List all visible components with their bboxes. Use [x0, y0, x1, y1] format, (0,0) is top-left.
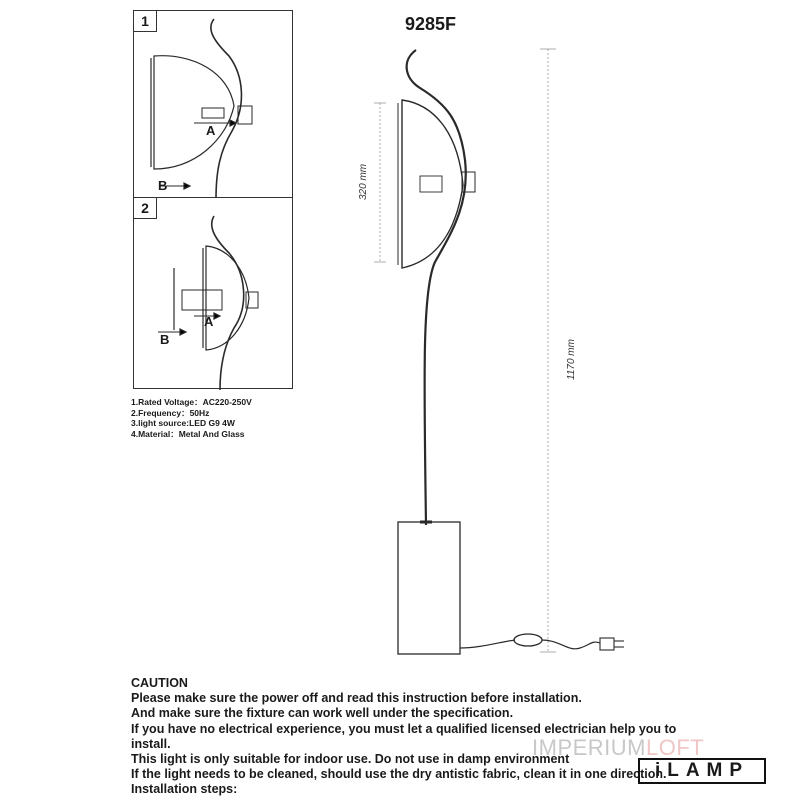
spec-light-source: 3.light source:LED G9 4W — [131, 418, 235, 428]
step-1-label-b: B — [158, 178, 168, 193]
total-height-label: 1170 mm — [566, 339, 577, 380]
shade-height-label: 320 mm — [358, 163, 369, 200]
brand-logo: iLAMP — [638, 758, 766, 784]
spec-voltage: 1.Rated Voltage：AC220-250V — [131, 397, 252, 407]
watermark-part1: IMPERIUM — [532, 735, 646, 760]
step-2-number: 2 — [133, 197, 157, 219]
specifications — [131, 397, 252, 439]
caution-heading: CAUTION — [131, 676, 188, 690]
spec-frequency: 2.Frequency：50Hz — [131, 407, 210, 418]
step-2-label-b: B — [160, 332, 170, 347]
spec-material: 4.Material：Metal And Glass — [131, 428, 245, 439]
step-1-label-a: A — [206, 123, 216, 138]
caution-line: If you have no electrical experience, you must let a qualified licensed electrician help you to install. — [131, 721, 677, 751]
step-1-panel — [133, 10, 293, 198]
step-1-drawing — [134, 11, 294, 199]
watermark-part2: LOFT — [646, 735, 705, 760]
caution-line: And make sure the fixture can work well under the specification. — [131, 706, 514, 721]
caution-line: Installation steps: — [131, 782, 238, 797]
model-number: 9285F — [405, 14, 457, 34]
step-2-drawing — [134, 198, 294, 390]
step-2-panel — [133, 197, 293, 389]
caution-line: This light is only suitable for indoor use. Do not use in damp environment — [131, 752, 570, 767]
caution-line: If the light needs to be cleaned, should use the dry antistic fabric, clean it in one direction. — [131, 767, 667, 782]
step-1-number: 1 — [133, 10, 157, 32]
step-2-label-a: A — [204, 314, 214, 329]
caution-line: Please make sure the power off and read this instruction before installation. — [131, 691, 582, 706]
